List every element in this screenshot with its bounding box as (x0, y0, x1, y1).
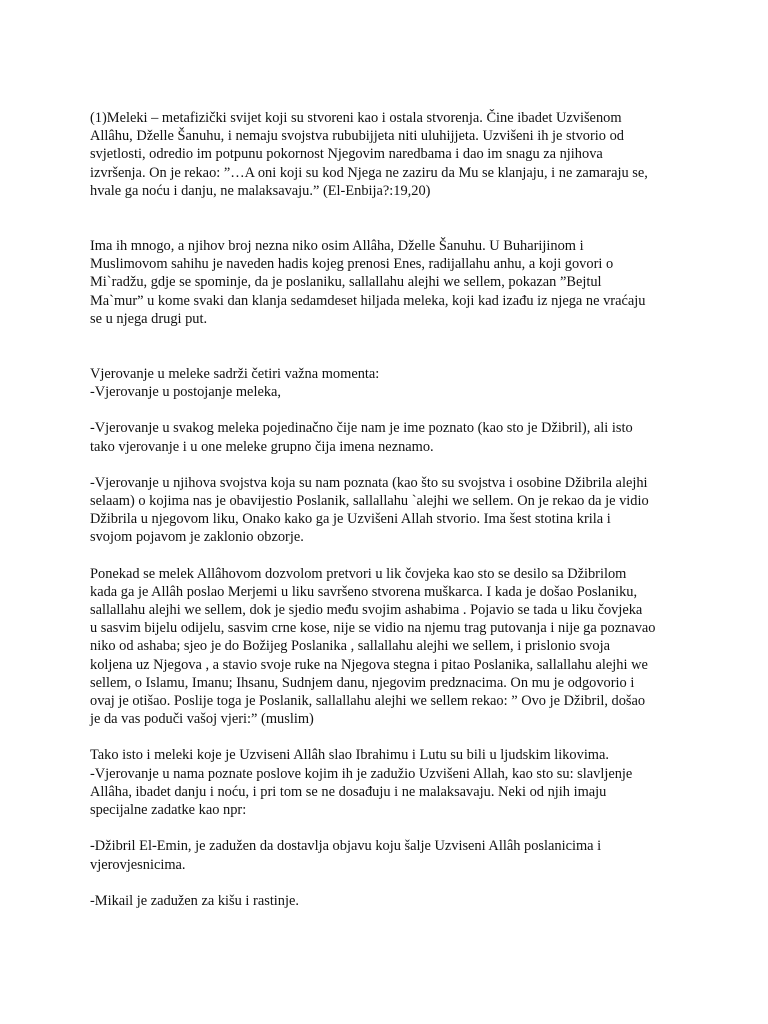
paragraph-number-of-angels: Ima ih mnogo, a njihov broj nezna niko osim Allâha, Dželle Šanuhu. U Buharijinom i Muslimovom sahihu je naveden hadis kojeg prenosi Enes, radijallahu anhu, a koji govori o Mi`radžu, gdje se spominje, da je poslaniku, sallallahu alejhi we sellem, pokazan ”Bejtul Ma`mur” u kome svaki dan klanja sedamdeset hiljada meleka, koji kad izađu iz njega ne vraćaju se u njega drugi put. (90, 238, 646, 327)
paragraph-dzibril: -Džibril El-Emin, je zadužen da dostavlja objavu koju šalje Uzviseni Allâh poslanicima i vjerovjesnicima. (90, 838, 602, 873)
paragraph-duties: Tako isto i meleki koje je Uzviseni Allâh slao Ibrahimu i Lutu su bili u ljudskim likovima. -Vjerovanje u nama poznate poslove kojim ih je zadužio Uzvišeni Allah, kao sto su: slavljenje Allâha, ibadet danju i noću, i pri tom se ne dosađuju i ne malaksavaju. Neki od njih imaju specijalne zadatke kao npr: (90, 747, 633, 819)
document-body (90, 109, 690, 910)
paragraph-belief-names: -Vjerovanje u svakog meleka pojedinačno čije nam je ime poznato (kao sto je Džibril), ali isto tako vjerovanje i u one meleke grupno čija imena neznamo. (90, 420, 633, 455)
paragraph-human-form: Ponekad se melek Allâhovom dozvolom pretvori u lik čovjeka kao sto se desilo sa Džibrilom kada ga je Allâh poslao Merjemi u liku savršeno stvorena muškarca. I kada je došao Poslaniku, sallallahu alejhi we sellem, dok je sjedio među svojim ashabima . Pojavio se tada u liku čovjeka u sasvim bijelu odijelu, sasvim crne kose, nije se vidio na njemu trag putovanja i nije ga poznavao niko od ashaba; sjeo je do Božijeg Poslanika , sallallahu alejhi we sellem, i prislonio svoja koljena uz Njegova , a stavio svoje ruke na Njegova stegna i pitao Poslanika, sallallahu alejhi we sellem, o Islamu, Imanu; Ihsanu, Sudnjem danu, njegovim predznacima. On mu je odgovorio i ovaj je otišao. Poslije toga je Poslanik, sallallahu alejhi we sellem rekao: ” Ovo je Džibril, došao je da vas poduči vašoj vjeri:” (muslim) (90, 565, 656, 728)
paragraph-belief-attributes: -Vjerovanje u njihova svojstva koja su nam poznata (kao što su svojstva i osobine Džibrila alejhi selaam) o kojima nas je obavijestio Poslanik, sallallahu `alejhi we sellem. On je rekao da je vidio Džibrila u njegovom liku, Onako kako ga je Uzvišeni Allah stvorio. Ima šest stotina krila i svojom pojavom je zaklonio obzorje. (90, 474, 649, 546)
paragraph-four-moments: Vjerovanje u meleke sadrži četiri važna momenta: -Vjerovanje u postojanje meleka, (90, 366, 380, 401)
paragraph-meleki-definition: (1)Meleki – metafizički svijet koji su stvoreni kao i ostala stvorenja. Čine ibadet Uzvišenom Allâhu, Dželle Šanuhu, i nemaju svojstva rububijjeta niti uluhijjeta. Uzvišeni ih je stvorio od svjetlosti, odredio im potpunu pokornost Njegovim naredbama i dao im snagu za njihova izvršenja. On je rekao: ”…A oni koji su kod Njega ne zaziru da Mu se klanjaju, i ne zamaraju se, hvale ga noću i danju, ne malaksavaju.” (El-Enbija?:19,20) (90, 110, 648, 199)
paragraph-mikail: -Mikail je zadužen za kišu i rastinje. (90, 892, 299, 909)
